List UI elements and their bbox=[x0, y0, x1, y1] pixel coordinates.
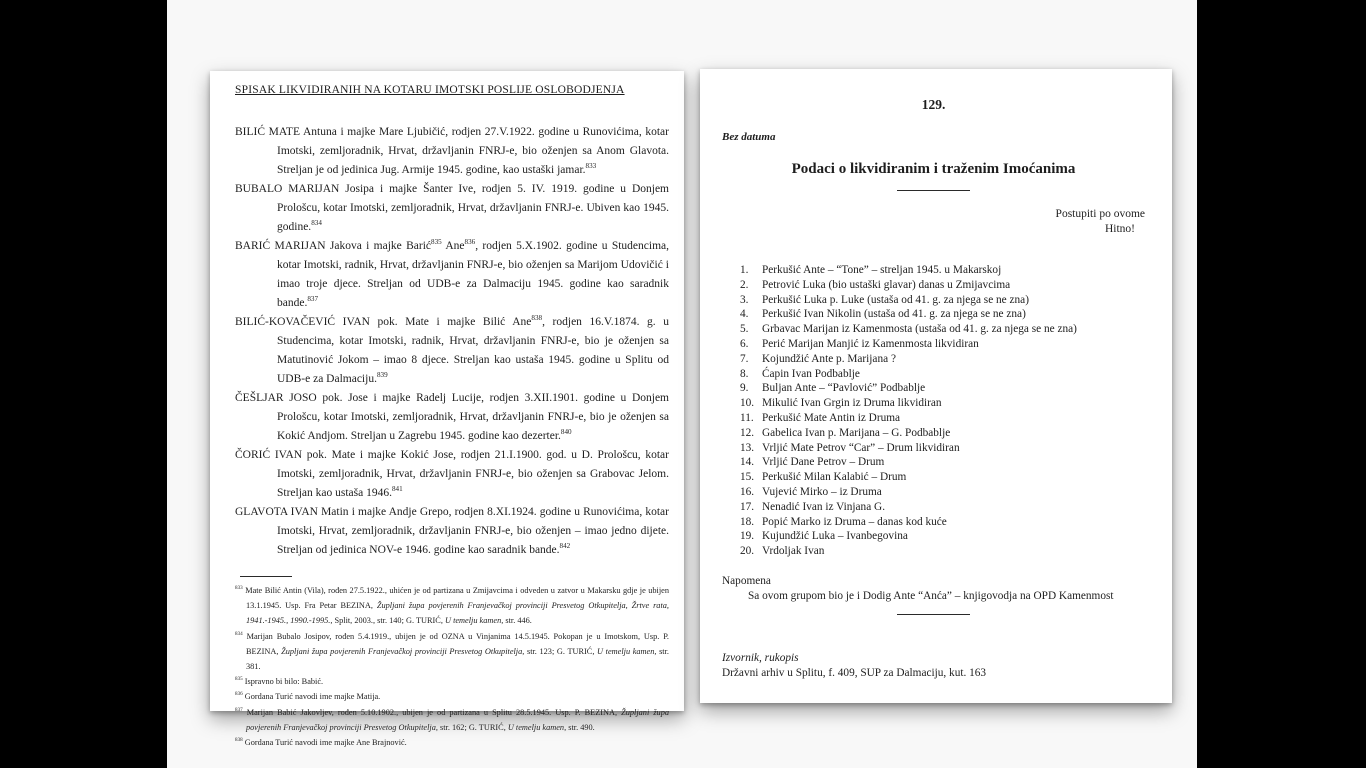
list-item bbox=[740, 337, 1145, 352]
list-item-number: 15. bbox=[740, 471, 755, 484]
note-label: Napomena bbox=[722, 574, 771, 587]
footnote bbox=[235, 689, 669, 704]
document-page-right bbox=[700, 69, 1172, 703]
list-item-number: 17. bbox=[740, 500, 755, 513]
list-item-text: Nenadić Ivan iz Vinjana G. bbox=[762, 500, 886, 513]
footnote-ref: 840 bbox=[560, 428, 572, 437]
list-item-number: 4. bbox=[740, 308, 749, 321]
list-item bbox=[740, 278, 1145, 293]
instructions bbox=[722, 207, 1145, 237]
left-page-title: SPISAK LIKVIDIRANIH NA KOTARU IMOTSKI POSLIJE OSLOBODJENJA bbox=[235, 84, 625, 96]
list-item-text: Perkušić Milan Kalabić – Drum bbox=[762, 471, 907, 484]
list-item-text: Perić Marijan Manjić iz Kamenmosta likvidiran bbox=[762, 337, 979, 350]
list-item bbox=[740, 367, 1145, 382]
closing-rule bbox=[897, 614, 970, 615]
text-segment: BILIĆ MATE Antuna i majke Mare Ljubičić, rodjen 27.V.1922. godine u Runovićima, kotar Imotski, zemljoradnik, Hrvat, državljanin FNRJ-e, bio oženjen sa Anom Glavota. Streljan je od jedinica Jug. Armije 1945. godine, kao ustaški jamar. bbox=[235, 126, 669, 176]
footnote-ref: 837 bbox=[307, 295, 319, 304]
text-segment: Gordana Turić navodi ime majke Ane Brajnović. bbox=[244, 738, 407, 748]
text-segment: GLAVOTA IVAN Matin i majke Andje Grepo, rodjen 8.XI.1924. godine u Runovićima, kotar Imotski, Hrvat, zemljoradnik, državljanin FNRJ-e, bio oženjen – imao jedno dijete. Streljan od jedinica NOV-e 1946. godine kao saradnik bande. bbox=[235, 506, 669, 556]
document-entry bbox=[235, 180, 669, 237]
footnote-ref: 833 bbox=[585, 162, 597, 171]
list-item-number: 9. bbox=[740, 382, 749, 395]
list-item bbox=[740, 411, 1145, 426]
list-item bbox=[740, 396, 1145, 411]
text-segment: BILIĆ-KOVAČEVIĆ IVAN pok. Mate i majke Bilić Ane bbox=[235, 316, 532, 328]
list-item-text: Perkušić Mate Antin iz Druma bbox=[762, 411, 901, 424]
list-item-text: Vrljić Mate Petrov “Car” – Drum likvidiran bbox=[762, 441, 960, 454]
list-item bbox=[740, 500, 1145, 515]
footnote-ref: 835 bbox=[431, 238, 442, 247]
text-segment: , str. 162; G. TURIĆ, bbox=[435, 722, 508, 732]
list-item-text: Perkušić Ante – “Tone” – streljan 1945. u Makarskoj bbox=[762, 264, 1002, 276]
footnote-separator bbox=[240, 576, 292, 577]
list-item bbox=[740, 263, 1145, 278]
note-text: Sa ovom grupom bio je i Dodig Ante “Anća” – knjigovodja na OPD Kamenmost bbox=[748, 589, 1114, 602]
list-item-number: 16. bbox=[740, 485, 755, 498]
source-type: Izvornik, rukopis bbox=[722, 651, 799, 664]
footnote-number: 833 bbox=[235, 585, 243, 592]
list-item-text: Mikulić Ivan Grgin iz Druma likvidiran bbox=[762, 397, 942, 410]
footnote-ref: 834 bbox=[311, 219, 322, 228]
text-segment: Mate Bilić Antin (Vila), rođen 27.5.1922., uhićen je od partizana u Zmijavcima i odveden u zatvor u Makarsku gdje je ubijen 13.1.1945. Usp. Fra Petar BEZINA, bbox=[245, 586, 669, 611]
footnote bbox=[235, 735, 669, 750]
black-frame-right bbox=[1197, 0, 1366, 768]
date-note: Bez datuma bbox=[722, 131, 776, 143]
footnote-ref: 841 bbox=[391, 485, 403, 494]
text-segment: BARIĆ MARIJAN Jakova i majke Barić bbox=[235, 240, 431, 252]
list-item-text: Popić Marko iz Druma – danas kod kuće bbox=[762, 515, 947, 528]
text-segment: , Split, 2003., str. 140; G. TURIĆ, bbox=[330, 616, 445, 626]
list-item-number: 3. bbox=[740, 293, 749, 306]
source-block bbox=[722, 651, 1145, 681]
document-entry bbox=[235, 503, 669, 560]
list-item bbox=[740, 352, 1145, 367]
text-segment: ČORIĆ IVAN pok. Mate i majke Kokić Jose, rodjen 21.I.1900. god. u D. Prološcu, kotar Imotski, zemljoradnik, Hrvat, državljanin FNRJ-e, bio oženjen sa Grabovac Jelom. Streljan kao ustaša 1946. bbox=[235, 449, 669, 499]
text-segment: Ispravno bi bilo: Babić. bbox=[244, 677, 324, 687]
text-segment: BUBALO MARIJAN Josipa i majke Šanter Ive, rodjen 5. IV. 1919. godine u Donjem Prološcu, kotar Imotski, zemljoradnik, Hrvat, državljanin FNRJ-e. Ubiven kao 1945. godine. bbox=[235, 183, 669, 233]
footnote-ref: 839 bbox=[376, 371, 388, 380]
list-item bbox=[740, 544, 1145, 559]
list-item-text: Ćapin Ivan Podbablje bbox=[762, 367, 860, 380]
list-item-number: 11. bbox=[740, 411, 754, 424]
list-item bbox=[740, 455, 1145, 470]
list-item-text: Vrdoljak Ivan bbox=[762, 545, 825, 558]
list-item-text: Buljan Ante – “Pavlović” Podbablje bbox=[762, 382, 926, 395]
list-item-text: Perkušić Ivan Nikolin (ustaša od 41. g. za njega se ne zna) bbox=[762, 308, 1026, 321]
text-segment: , str. 381. bbox=[246, 646, 669, 672]
list-item bbox=[740, 441, 1145, 456]
list-item-text: Perkušić Luka p. Luke (ustaša od 41. g. za njega se ne zna) bbox=[762, 293, 1029, 306]
list-item bbox=[740, 470, 1145, 485]
text-segment: ČEŠLJAR JOSO pok. Jose i majke Radelj Lucije, rodjen 3.XII.1901. godine u Donjem Prološcu, kotar Imotski, zemljoradnik, Hrvat, državljanin FNRJ-e, bio je oženjen sa Kokić Andjom. Streljan u Zagrebu 1945. godine kao dezerter. bbox=[235, 392, 669, 442]
text-segment: Ane bbox=[441, 240, 465, 252]
list-item bbox=[740, 381, 1145, 396]
list-item-number: 14. bbox=[740, 456, 755, 469]
text-segment: U temelju kamen bbox=[507, 722, 565, 732]
text-segment: , str. 490. bbox=[564, 722, 595, 732]
footnote-ref: 836 bbox=[464, 238, 476, 247]
list-item bbox=[740, 293, 1145, 308]
list-item-number: 20. bbox=[740, 545, 755, 558]
list-item-number: 7. bbox=[740, 352, 749, 365]
footnote-ref: 838 bbox=[531, 314, 543, 323]
footnote-number: 834 bbox=[235, 630, 243, 637]
text-segment: Župljani župa povjerenih Franjevačkoj provinciji Presvetog Otkupitelja bbox=[281, 646, 523, 656]
document-entry bbox=[235, 313, 669, 389]
list-item-text: Grbavac Marijan iz Kamenmosta (ustaša od 41. g. za njega se ne zna) bbox=[762, 323, 1077, 336]
footnote-number: 835 bbox=[235, 676, 243, 683]
text-segment: Gordana Turić navodi ime majke Matija. bbox=[244, 692, 381, 702]
list-item-text: Vrljić Dane Petrov – Drum bbox=[762, 456, 885, 469]
text-segment: , str. 123; G. TURIĆ, bbox=[522, 646, 598, 656]
list-item-number: 5. bbox=[740, 323, 749, 336]
footnote-number: 838 bbox=[235, 737, 243, 744]
list-item bbox=[740, 307, 1145, 322]
text-segment: U temelju kamen bbox=[445, 616, 502, 626]
footnote-number: 836 bbox=[235, 691, 243, 698]
footnote-number: 837 bbox=[235, 706, 243, 713]
list-item-text: Gabelica Ivan p. Marijana – G. Podbablje bbox=[762, 426, 951, 439]
document-entry bbox=[235, 237, 669, 313]
text-segment: , rodjen 16.V.1874. g. u Studencima, kotar Imotski, radnik, Hrvat, državljanin FNRJ-e, bio je oženjen sa Matutinović Jokom – imao 8 djece. Streljan kao ustaša 1945. godine u Splitu od UDB-e za Dalmaciju. bbox=[277, 316, 669, 385]
footnote bbox=[235, 629, 669, 675]
document-number: 129. bbox=[921, 97, 946, 112]
footnote-ref: 842 bbox=[559, 542, 571, 551]
black-frame-left bbox=[0, 0, 167, 768]
text-segment: , str. 446. bbox=[501, 616, 532, 626]
text-segment: , rodjen 5.X.1902. godine u Studencima, kotar Imotski, radnik, Hrvat, državljanin FNRJ-e, bio oženjen sa Marijom Udovičić i imao troje djece. Streljan od UDB-e za Dalmaciju 1945. godine kao saradnik bande. bbox=[277, 240, 669, 309]
text-segment: Marijan Bubalo Josipov, rođen 5.4.1919., ubijen je od OZNA u Vinjanima 14.5.1945. Pokopan je u Imotskom, Usp. P. BEZINA, bbox=[246, 631, 670, 656]
list-item bbox=[740, 485, 1145, 500]
text-segment: Župljani župa povjerenih Franjevačkoj provinciji Presvetog Otkupitelja bbox=[246, 707, 669, 732]
list-item-number: 13. bbox=[740, 441, 755, 454]
list-item-number: 8. bbox=[740, 367, 749, 380]
footnote bbox=[235, 674, 669, 689]
list-item-number: 10. bbox=[740, 397, 755, 410]
document-entry bbox=[235, 389, 669, 446]
list-item bbox=[740, 322, 1145, 337]
source-reference: Državni arhiv u Splitu, f. 409, SUP za Dalmaciju, kut. 163 bbox=[722, 666, 987, 679]
list-item-text: Kojundžić Ante p. Marijana ? bbox=[762, 352, 896, 365]
document-page-left bbox=[210, 71, 684, 748]
footnote-list bbox=[235, 583, 669, 750]
list-item-number: 2. bbox=[740, 278, 749, 291]
list-item bbox=[740, 515, 1145, 530]
list-item-text: Petrović Luka (bio ustaški glavar) danas u Zmijavcima bbox=[762, 278, 1011, 291]
list-item-number: 12. bbox=[740, 426, 755, 439]
list-item-number: 18. bbox=[740, 515, 755, 528]
instruction-line-1: Postupiti po ovome bbox=[1055, 208, 1145, 220]
list-item bbox=[740, 426, 1145, 441]
list-item-text: Vujević Mirko – iz Druma bbox=[762, 485, 882, 498]
footnote bbox=[235, 705, 669, 735]
text-segment: Župljani župa povjerenih Franjevačkoj provinciji Presvetog Otkupitelja, Žrtve rata, 1941.-1945., 1990.-1995. bbox=[246, 601, 669, 626]
list-item bbox=[740, 529, 1145, 544]
text-segment: Marijan Babić Jakovljev, rođen 5.10.1902., ubijen je od partizana u Splitu 28.5.1945. Usp. P. BEZINA, bbox=[246, 707, 622, 717]
numbered-list bbox=[722, 263, 1145, 559]
document-entry bbox=[235, 446, 669, 503]
instruction-line-2: Hitno! bbox=[1104, 223, 1135, 235]
list-item-number: 1. bbox=[740, 264, 749, 276]
list-item-number: 6. bbox=[740, 337, 749, 350]
document-entry bbox=[235, 123, 669, 180]
text-segment: U temelju kamen bbox=[597, 646, 655, 656]
entry-list bbox=[235, 123, 669, 560]
footnote bbox=[235, 583, 669, 629]
title-rule bbox=[897, 190, 970, 191]
list-item-number: 19. bbox=[740, 530, 755, 543]
right-page-title: Podaci o likvidiranim i traženim Imoćanima bbox=[791, 161, 1076, 177]
list-item-text: Kujundžić Luka – Ivanbegovina bbox=[762, 530, 908, 543]
